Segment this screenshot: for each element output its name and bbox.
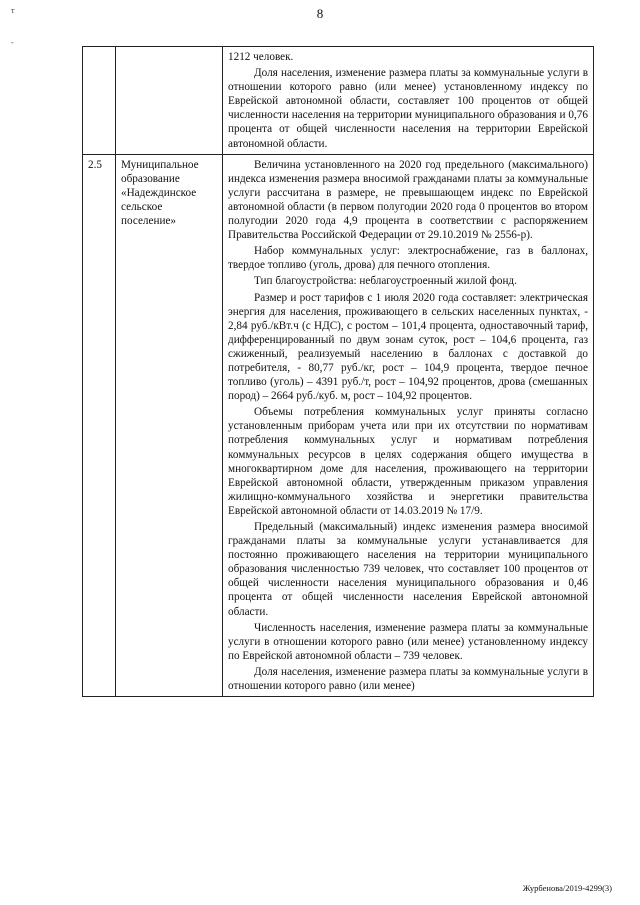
paragraph: Предельный (максимальный) индекс изменения размера вносимой гражданами платы за коммунальные услуги устанавливается для постоянно проживающего населения на территории муниципального образования численностью 739 человек, что составляет 100 процентов от общей численности населения муниципального образования и 0,46 процента от общей численности населения Еврейской автономной области.: [228, 521, 588, 618]
paragraph: Тип благоустройства: неблагоустроенный жилой фонд.: [254, 275, 517, 288]
scan-mark-mid: -: [11, 38, 14, 47]
document-table: [82, 46, 594, 697]
paragraph: Размер и рост тарифов с 1 июля 2020 года составляет: электрическая энергия для населения, проживающего в сельских населенных пунктах, - 2,84 руб./кВт.ч (с НДС), с ростом – 101,4 процента, одноставочный тариф, дифференцированный по двум зонам суток, рост – 104,6 процента, газ сжиженный, реализуемый населению в баллонах с доставкой до потребителя, - 80,77 руб./кг, рост – 104,9 процента, твердое печное топливо (уголь) – 4391 руб./т, рост – 104,92 процентов, дрова (смешанных пород) – 2664 руб./куб. м, рост – 104,92 процентов.: [228, 291, 588, 403]
municipality-name-cell: Муниципальное образование «Надеждинское сельское поселение»: [116, 154, 223, 696]
table-row: [83, 154, 594, 696]
paragraph: Набор коммунальных услуг: электроснабжение, газ в баллонах, твердое топливо (уголь, дрова) для печного отопления.: [228, 245, 588, 272]
table-row: [83, 47, 594, 155]
paragraph: Доля населения, изменение размера платы за коммунальные услуги в отношении которого равно (или менее) установленному индексу по Еврейской автономной области, составляет 100 процентов от общей численности населения на территории муниципального образования и 0,76 процента от общей численности населения на территории Еврейской автономной области.: [228, 67, 588, 150]
paragraph: Численность населения, изменение размера платы за коммунальные услуги в отношении которого равно (или менее) установленному индексу по Еврейской автономной области – 739 человек.: [228, 621, 588, 662]
paragraph: Доля населения, изменение размера платы за коммунальные услуги в отношении которого равно (или менее): [228, 665, 588, 693]
page-number: 8: [316, 6, 324, 21]
scan-mark-top: т: [11, 6, 15, 15]
description-cell: [223, 47, 594, 155]
document-code: Журбенова/2019-4299(3): [522, 883, 612, 893]
municipality-name-cell: [116, 47, 223, 155]
row-number-cell: [83, 47, 116, 155]
description-cell: [223, 154, 594, 696]
paragraph: Величина установленного на 2020 год предельного (максимального) индекса изменения размера вносимой гражданами платы за коммунальные услуги рассчитана в размере, не превышающем индекс по Еврейской автономной области (в первом полугодии 2020 года 0 процентов во втором полугодии 2020 года 4,9 процента в соответствии с распоряжением Правительства Российской Федерации от 29.10.2019 № 2556-р).: [228, 158, 588, 242]
paragraph: Объемы потребления коммунальных услуг приняты согласно установленным приборам учета или при их отсутствии по нормативам потребления коммунальных услуг и нормативам потребления коммунальных ресурсов в целях содержания общего имущества в многоквартирном доме для населения, проживающего на территории Еврейской автономной области, утвержденным приказом управления жилищно-коммунального хозяйства и энергетики правительства Еврейской автономной области от 14.03.2019 № 17/9.: [228, 406, 588, 517]
row-number-cell: 2.5: [83, 154, 116, 696]
paragraph: 1212 человек.: [228, 51, 294, 63]
